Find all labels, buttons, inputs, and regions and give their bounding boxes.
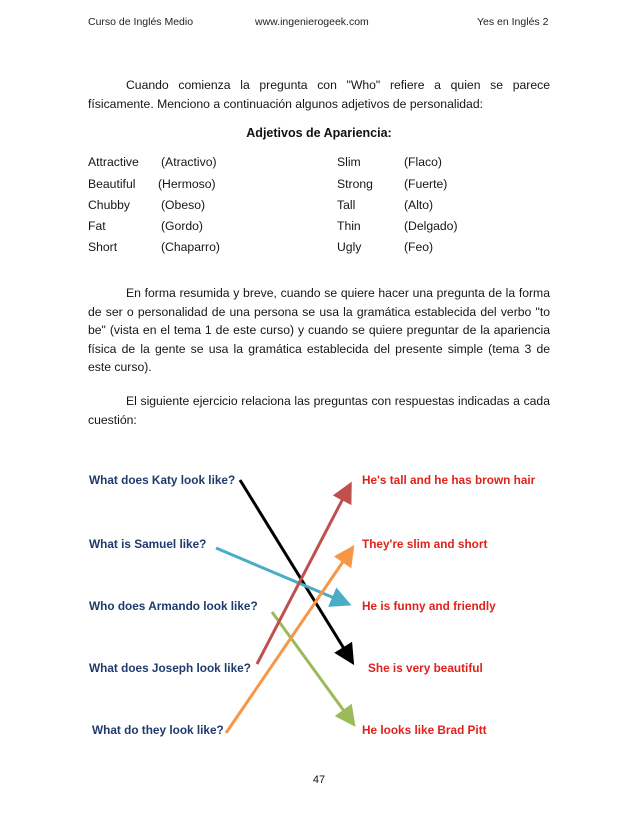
answer-item: She is very beautiful (368, 661, 483, 675)
arrow-armando-to-brad-pitt (272, 612, 352, 722)
header-book-title: Yes en Inglés 2 (477, 16, 549, 28)
question-item: Who does Armando look like? (89, 599, 258, 613)
adjective-english: Short (88, 240, 118, 254)
adjective-english: Attractive (88, 155, 139, 169)
adjective-english: Strong (337, 177, 373, 191)
adjective-english: Chubby (88, 198, 131, 212)
adjective-english: Tall (337, 198, 356, 212)
summary-paragraph: En forma resumida y breve, cuando se quiere hacer una pregunta de la forma de ser o personalidad de una persona se usa la gramática establecida del verbo "to be" (vista en el tema 1 de este curso) y cuando se quiere preguntar de la apariencia física de la gente se usa la gramática establecida del presente simple (tema 3 de este curso). (88, 286, 550, 375)
answer-item: They're slim and short (362, 537, 488, 551)
answer-item: He's tall and he has brown hair (362, 473, 536, 487)
adjective-english: Thin (337, 219, 361, 233)
answer-item: He looks like Brad Pitt (362, 723, 487, 737)
adjective-spanish: (Obeso) (161, 198, 206, 212)
question-item: What does Katy look like? (89, 473, 236, 487)
header-course-title: Curso de Inglés Medio (88, 16, 194, 28)
adjective-spanish: (Chaparro) (161, 240, 220, 254)
adjective-spanish: (Flaco) (404, 155, 442, 169)
adjective-spanish: (Hermoso) (158, 177, 216, 191)
header-website: www.ingenierogeek.com (255, 16, 369, 28)
page-number: 47 (312, 774, 326, 786)
adjective-spanish: (Gordo) (161, 219, 203, 233)
adjective-english: Fat (88, 219, 106, 233)
adjective-english: Beautiful (88, 177, 136, 191)
adjective-spanish: (Delgado) (404, 219, 458, 233)
question-item: What is Samuel like? (89, 537, 207, 551)
exercise-intro-paragraph: El siguiente ejercicio relaciona las preguntas con respuestas indicadas a cada cuestión: (88, 394, 550, 427)
adjective-spanish: (Alto) (404, 198, 434, 212)
arrow-samuel-to-friendly (216, 548, 346, 603)
question-item: What do they look like? (92, 723, 224, 737)
question-item: What does Joseph look like? (89, 661, 251, 675)
answer-item: He is funny and friendly (362, 599, 496, 613)
intro-paragraph: Cuando comienza la pregunta con "Who" refiere a quien se parece físicamente. Menciono a continuación algunos adjetivos de personalidad: (88, 78, 550, 111)
adjective-english: Slim (337, 155, 361, 169)
adjective-english: Ugly (337, 240, 362, 254)
adjective-spanish: (Atractivo) (161, 155, 217, 169)
section-subtitle: Adjetivos de Apariencia: (246, 126, 392, 140)
adjective-spanish: (Fuerte) (404, 177, 448, 191)
adjective-spanish: (Feo) (404, 240, 434, 254)
